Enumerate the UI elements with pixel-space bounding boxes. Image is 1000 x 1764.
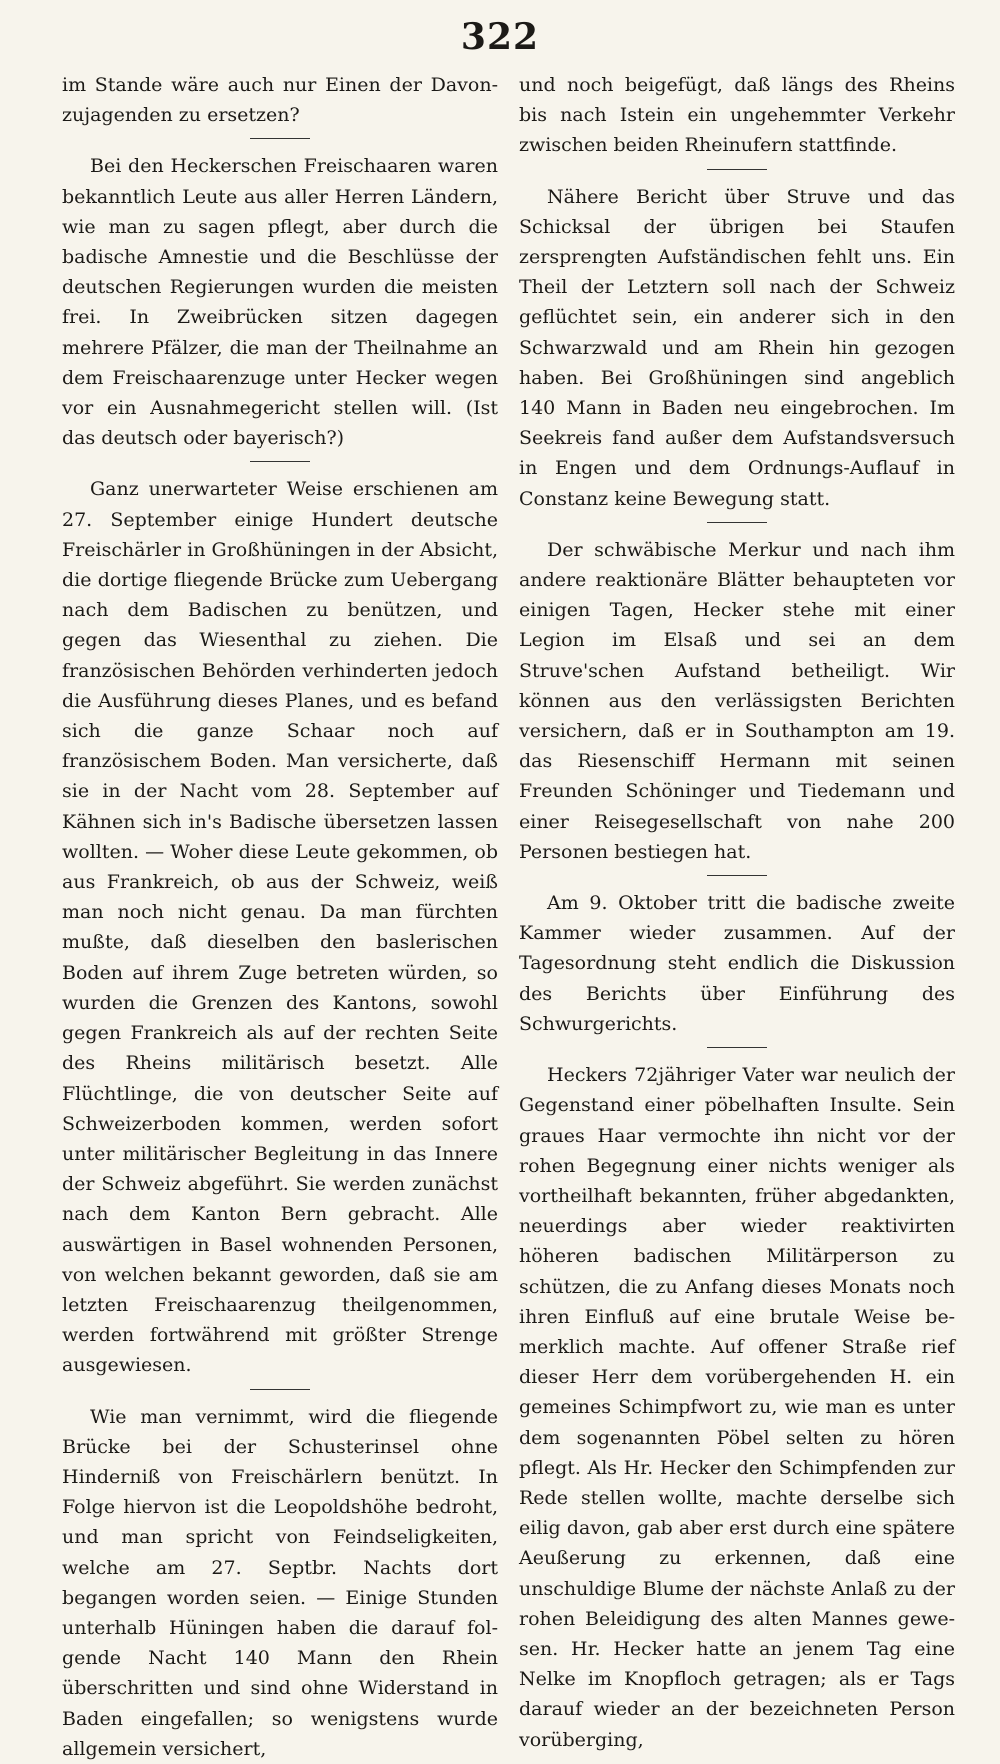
section-divider <box>707 169 767 170</box>
page-number: 322 <box>460 16 540 58</box>
article-paragraph: Nähere Bericht über Struve und das Schicksal der übrigen bei Staufen zersprengten Aufständischen fehlt uns. Ein Theil der Letztern soll nach der Schweiz geflüchtet sein, ein anderer sich in den Schwarzwald und am Rhein hin gezogen haben. Bei Großhüningen sind angeblich 140 Mann in Baden neu eingebrochen. Im Seekreis fand außer dem Aufstandsversuch in Engen und dem Ordnungs-Auflauf in Constanz keine Bewegung statt. <box>519 185 955 510</box>
section-divider <box>250 1389 310 1390</box>
article-paragraph: Am 9. Oktober tritt die badische zweite Kammer wieder zusammen. Auf der Tagesordnung steht endlich die Diskussion des Berichts über Einführung des Schwurgerichts. <box>519 892 955 1035</box>
section-divider <box>250 461 310 462</box>
section-divider <box>707 875 767 876</box>
section-divider <box>707 522 767 523</box>
article-paragraph: Bei den Heckerschen Freischaaren waren bekanntlich Leute aus aller Herren Ländern, wie man zu sagen pflegt, aber durch die badische Amnestie und die Beschlüsse der deutschen Regierungen wurden die meisten frei. In Zweibrücken sitzen dagegen mehrere Pfälzer, die man der Theilnahme an dem Freischaarenzuge unter Hecker wegen vor ein Ausnahmegericht stellen will. (Ist das deutsch oder bayerisch?) <box>62 155 498 450</box>
article-paragraph: Heckers 72jähriger Vater war neulich der Gegenstand einer pöbelhaften Insulte. Sein graues Haar vermochte ihn nicht vor der rohen Begegnung einer nichts weniger als vortheilhaft bekannten, früher abgedankten, neuerdings aber wieder reaktivirten höheren badischen Militärperson zu schützen, die zu Anfang dieses Monats noch ihren Einfluß auf eine brutale Weise bemerklich machte. Auf offener Straße rief dieser Herr dem vorübergehenden H. ein gemeines Schimpfwort zu, wie man es unter dem sogenannten Pöbel selten zu hören pflegt. Als Hr. Hecker den Schimpfenden zur Rede stellen wollte, machte derselbe sich eilig davon, gab aber erst durch eine spätere Aeußerung zu erkennen, daß eine unschuldige Blume der nächste Anlaß zu der rohen Beleidigung des alten Mannes gewesen. Hr. Hecker hatte an jenem Tag eine Nelke im Knopfloch getragen; als er Tags darauf wieder an der bezeichneten Person vorüberging, <box>519 1064 955 1751</box>
article-paragraph: Wie man vernimmt, wird die fliegende Brücke bei der Schusterinsel ohne Hinderniß von Freischärlern benützt. In Folge hiervon ist die Leopoldshöhe bedroht, und man spricht von Feindseligkeiten, welche am 27. Septbr. Nachts dort begangen worden seien. — Einige Stunden unterhalb Hüningen haben die darauf folgende Nacht 140 Mann den Rhein überschritten und sind ohne Widerstand in Baden eingefallen; so wenigstens wurde allgemein versichert, <box>62 1405 498 1760</box>
article-paragraph: und noch beigefügt, daß längs des Rheins bis nach Istein ein ungehemmter Verkehr zwischen beiden Rheinufern stattfinde. <box>519 74 955 157</box>
section-divider <box>250 138 310 139</box>
article-paragraph: Ganz unerwarteter Weise erschienen am 27. September einige Hundert deutsche Freischärler in Großhüningen in der Absicht, die dortige fliegende Brücke zum Uebergang nach dem Badischen zu benützen, und gegen das Wiesenthal zu ziehen. Die französischen Behörden verhinderten jedoch die Ausführung dieses Planes, und es befand sich die ganze Schaar noch auf französischem Boden. Man versicherte, daß sie in der Nacht vom 28. September auf Kähnen sich in's Badische übersetzen lassen wollten. — Woher diese Leute gekommen, ob aus Frankreich, ob aus der Schweiz, weiß man noch nicht genau. Da man fürchten mußte, daß dieselben den baslerischen Boden auf ihrem Zuge betreten würden, so wurden die Grenzen des Kantons, sowohl gegen Frankreich als auf der rechten Seite des Rheins militärisch besetzt. Alle Flüchtlinge, die von deutscher Seite auf Schweizerboden kommen, werden sofort unter militärischer Begleitung in das Innere der Schweiz abgeführt. Sie werden zunächst nach dem Kanton Bern gebracht. Alle auswärtigen in Basel wohnenden Personen, von welchen bekannt geworden, daß sie am letzten Freischaarenzug theilgenommen, werden fortwährend mit größter Strenge ausgewiesen. <box>62 478 498 1377</box>
article-paragraph: im Stande wäre auch nur Einen der Davonzujagenden zu ersetzen? <box>62 74 498 127</box>
article-paragraph: Der schwäbische Merkur und nach ihm andere reaktionäre Blätter behaupteten vor einigen Tagen, Hecker stehe mit einer Legion im Elsaß und sei an dem Struve'schen Aufstand betheiligt. Wir können aus den verlässigsten Berichten versichern, daß er in Southampton am 19. das Riesenschiff Hermann mit seinen Freunden Schöninger und Tiedemann und einer Reisegesellschaft von nahe 200 Personen bestiegen hat. <box>519 538 955 863</box>
section-divider <box>707 1047 767 1048</box>
left-column <box>62 70 498 1764</box>
right-column <box>519 70 955 1755</box>
